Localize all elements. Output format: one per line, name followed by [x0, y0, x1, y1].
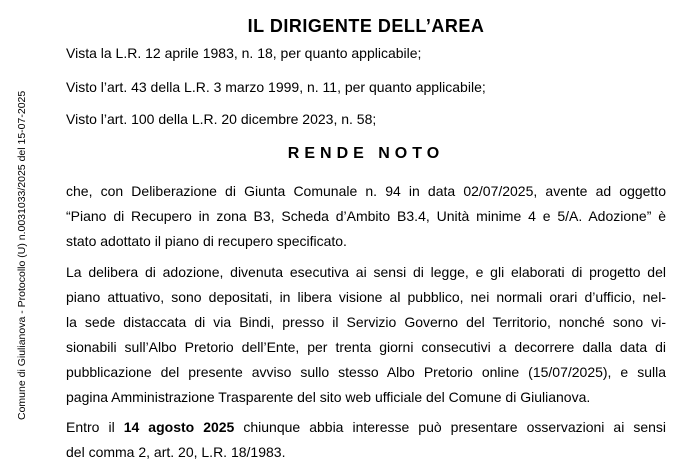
- paragraph-line: piano attuativo, sono depositati, in libera visione al pubblico, nei normali orari d’ufficio, nel-: [66, 289, 666, 305]
- paragraph-line: sionabili sull’Albo Pretorio dell’Ente, per trenta giorni consecutivi a decorrere dalla data di: [66, 339, 666, 355]
- paragraph-line: che, con Deliberazione di Giunta Comunale n. 94 in data 02/07/2025, avente ad oggetto: [66, 183, 666, 199]
- notice-paragraph-3: [66, 419, 666, 469]
- protocol-margin-stamp: [11, 8, 31, 458]
- paragraph-line: “Piano di Recupero in zona B3, Scheda d’Ambito B3.4, Unità minime 4 e 5/A. Adozione” è: [66, 208, 666, 224]
- notice-paragraph-2: [66, 264, 666, 414]
- paragraph-line: pagina Amministrazione Trasparente del sito web ufficiale del Comune di Giulianova.: [66, 389, 591, 405]
- document-title: IL DIRIGENTE DELL’AREA: [247, 16, 485, 36]
- paragraph-line: del comma 2, art. 20, L.R. 18/1983.: [66, 444, 286, 460]
- paragraph-line: [66, 419, 666, 444]
- notice-paragraph-1: [66, 183, 666, 258]
- premise-line-3: Visto l’art. 100 della L.R. 20 dicembre 2023, n. 58;: [66, 111, 377, 127]
- protocol-stamp-text: Comune di Giulianova - Protocollo (U) n.0031033/2025 del 15-07-2025: [16, 90, 28, 420]
- rende-noto-heading: RENDE NOTO: [287, 145, 445, 162]
- paragraph-line: pubblicazione del presente avviso sullo stesso Albo Pretorio online (15/07/2025), e sulla: [66, 364, 666, 380]
- paragraph-line: La delibera di adozione, divenuta esecutiva ai sensi di legge, e gli elaborati di progetto del: [66, 264, 666, 280]
- deadline-intro-text: Entro il: [66, 419, 124, 435]
- deadline-date: 14 agosto 2025: [123, 419, 235, 435]
- paragraph-line: la sede distaccata di via Bindi, presso il Servizio Governo del Territorio, nonché sono vi-: [66, 314, 666, 330]
- deadline-rest-text: chiunque abbia interesse può presentare osservazioni ai sensi: [234, 419, 667, 435]
- paragraph-line: stato adottato il piano di recupero specificato.: [66, 233, 347, 249]
- premise-line-1: Vista la L.R. 12 aprile 1983, n. 18, per quanto applicabile;: [66, 45, 422, 61]
- premise-line-2: Visto l’art. 43 della L.R. 3 marzo 1999, n. 11, per quanto applicabile;: [66, 79, 486, 95]
